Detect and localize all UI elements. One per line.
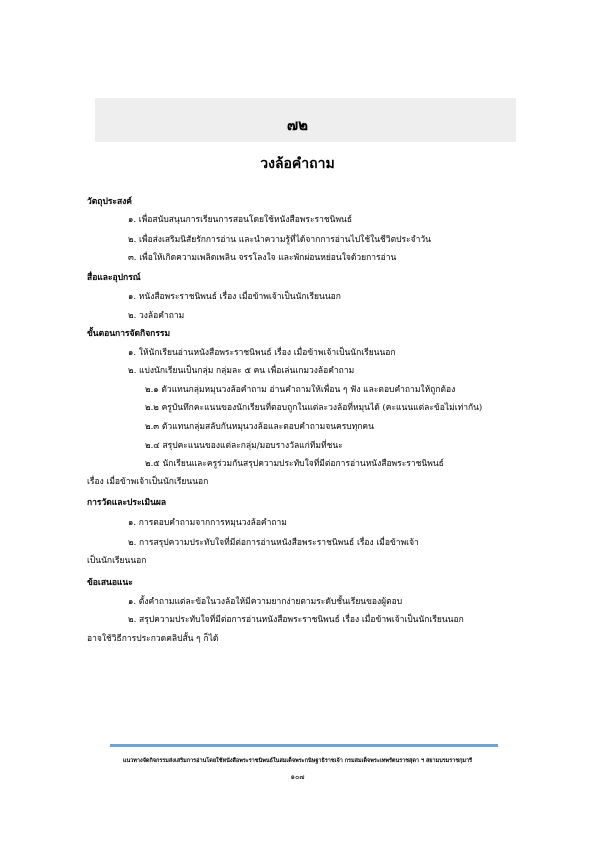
footer-page-number: ๑๐๗ bbox=[290, 773, 305, 781]
objective-item: ๑. เพื่อสนับสนุนการเรียนการสอนโดยใช้หนังสือพระราชนิพนธ์ bbox=[128, 215, 353, 225]
suggestion-item: ๑. ตั้งคำถามแต่ละข้อในวงล้อให้มีความยากง่ายตามระดับชั้นเรียนของผู้ตอบ bbox=[128, 597, 403, 607]
suggestion-continuation: อาจใช้วิธีการประกวดคลิปสั้น ๆ ก็ได้ bbox=[87, 634, 219, 644]
material-item: ๒. วงล้อคำถาม bbox=[128, 311, 185, 321]
objective-item: ๓. เพื่อให้เกิดความเพลิดเพลิน จรรโลงใจ และพักผ่อนหย่อนใจด้วยการอ่าน bbox=[128, 253, 397, 263]
suggestions-heading: ข้อเสนอแนะ bbox=[87, 578, 133, 588]
chapter-number: ๗๒ bbox=[286, 116, 309, 134]
objectives-heading: วัตถุประสงค์ bbox=[87, 197, 132, 207]
substep-item: ๒.๒ ครูบันทึกคะแนนของนักเรียนที่ตอบถูกในแต่ละวงล้อที่หมุนได้ (คะแนนแต่ละข้อไม่เท่ากัน) bbox=[145, 403, 483, 413]
substep-continuation: เรื่อง เมื่อข้าพเจ้าเป็นนักเรียนนอก bbox=[87, 477, 209, 487]
suggestion-item: ๒. สรุปความประทับใจที่มีต่อการอ่านหนังสือพระราชนิพนธ์ เรื่อง เมื่อข้าพเจ้าเป็นนักเรียนนอก bbox=[128, 615, 464, 625]
step-item: ๒. แบ่งนักเรียนเป็นกลุ่ม กลุ่มละ ๕ คน เพื่อเล่นเกมวงล้อคำถาม bbox=[128, 366, 355, 376]
materials-heading: สื่อและอุปกรณ์ bbox=[87, 273, 141, 283]
substep-item: ๒.๓ ตัวแทนกลุ่มสลับกันหมุนวงล้อและตอบคำถามจนครบทุกคน bbox=[145, 422, 374, 432]
substep-item: ๒.๔ สรุปคะแนนของแต่ละกลุ่ม/มอบรางวัลแก่ทีมที่ชนะ bbox=[145, 441, 343, 451]
substep-item: ๒.๕ นักเรียนและครูร่วมกันสรุปความประทับใจที่มีต่อการอ่านหนังสือพระราชนิพนธ์ bbox=[145, 459, 444, 469]
footer-text: แนวทางจัดกิจกรรมส่งเสริมการอ่านโดยใช้หนังสือพระราชนิพนธ์ในสมเด็จพระกนิษฐาธิราชเจ้า กรมสมเด็จพระเทพรัตนราชสุดา ฯ สยามบรมราชกุมารี bbox=[122, 758, 473, 764]
evaluation-continuation: เป็นนักเรียนนอก bbox=[87, 556, 147, 566]
evaluation-item: ๑. การตอบคำถามจากการหมุนวงล้อคำถาม bbox=[128, 518, 287, 528]
evaluation-item: ๒. การสรุปความประทับใจที่มีต่อการอ่านหนังสือพระราชนิพนธ์ เรื่อง เมื่อข้าพเจ้า bbox=[128, 538, 419, 548]
material-item: ๑. หนังสือพระราชนิพนธ์ เรื่อง เมื่อข้าพเจ้าเป็นนักเรียนนอก bbox=[128, 292, 341, 302]
step-item: ๑. ให้นักเรียนอ่านหนังสือพระราชนิพนธ์ เรื่อง เมื่อข้าพเจ้าเป็นนักเรียนนอก bbox=[128, 348, 396, 358]
steps-heading: ขั้นตอนการจัดกิจกรรม bbox=[87, 329, 171, 339]
substep-item: ๒.๑ ตัวแทนกลุ่มหมุนวงล้อคำถาม อ่านคำถามให้เพื่อน ๆ ฟัง และตอบคำถามให้ถูกต้อง bbox=[145, 385, 456, 395]
footer-rule bbox=[110, 744, 498, 747]
objective-item: ๒. เพื่อส่งเสริมนิสัยรักการอ่าน และนำความรู้ที่ได้จากการอ่านไปใช้ในชีวิตประจำวัน bbox=[128, 235, 431, 245]
evaluation-heading: การวัดและประเมินผล bbox=[87, 498, 167, 508]
page-title: วงล้อคำถาม bbox=[260, 156, 335, 172]
